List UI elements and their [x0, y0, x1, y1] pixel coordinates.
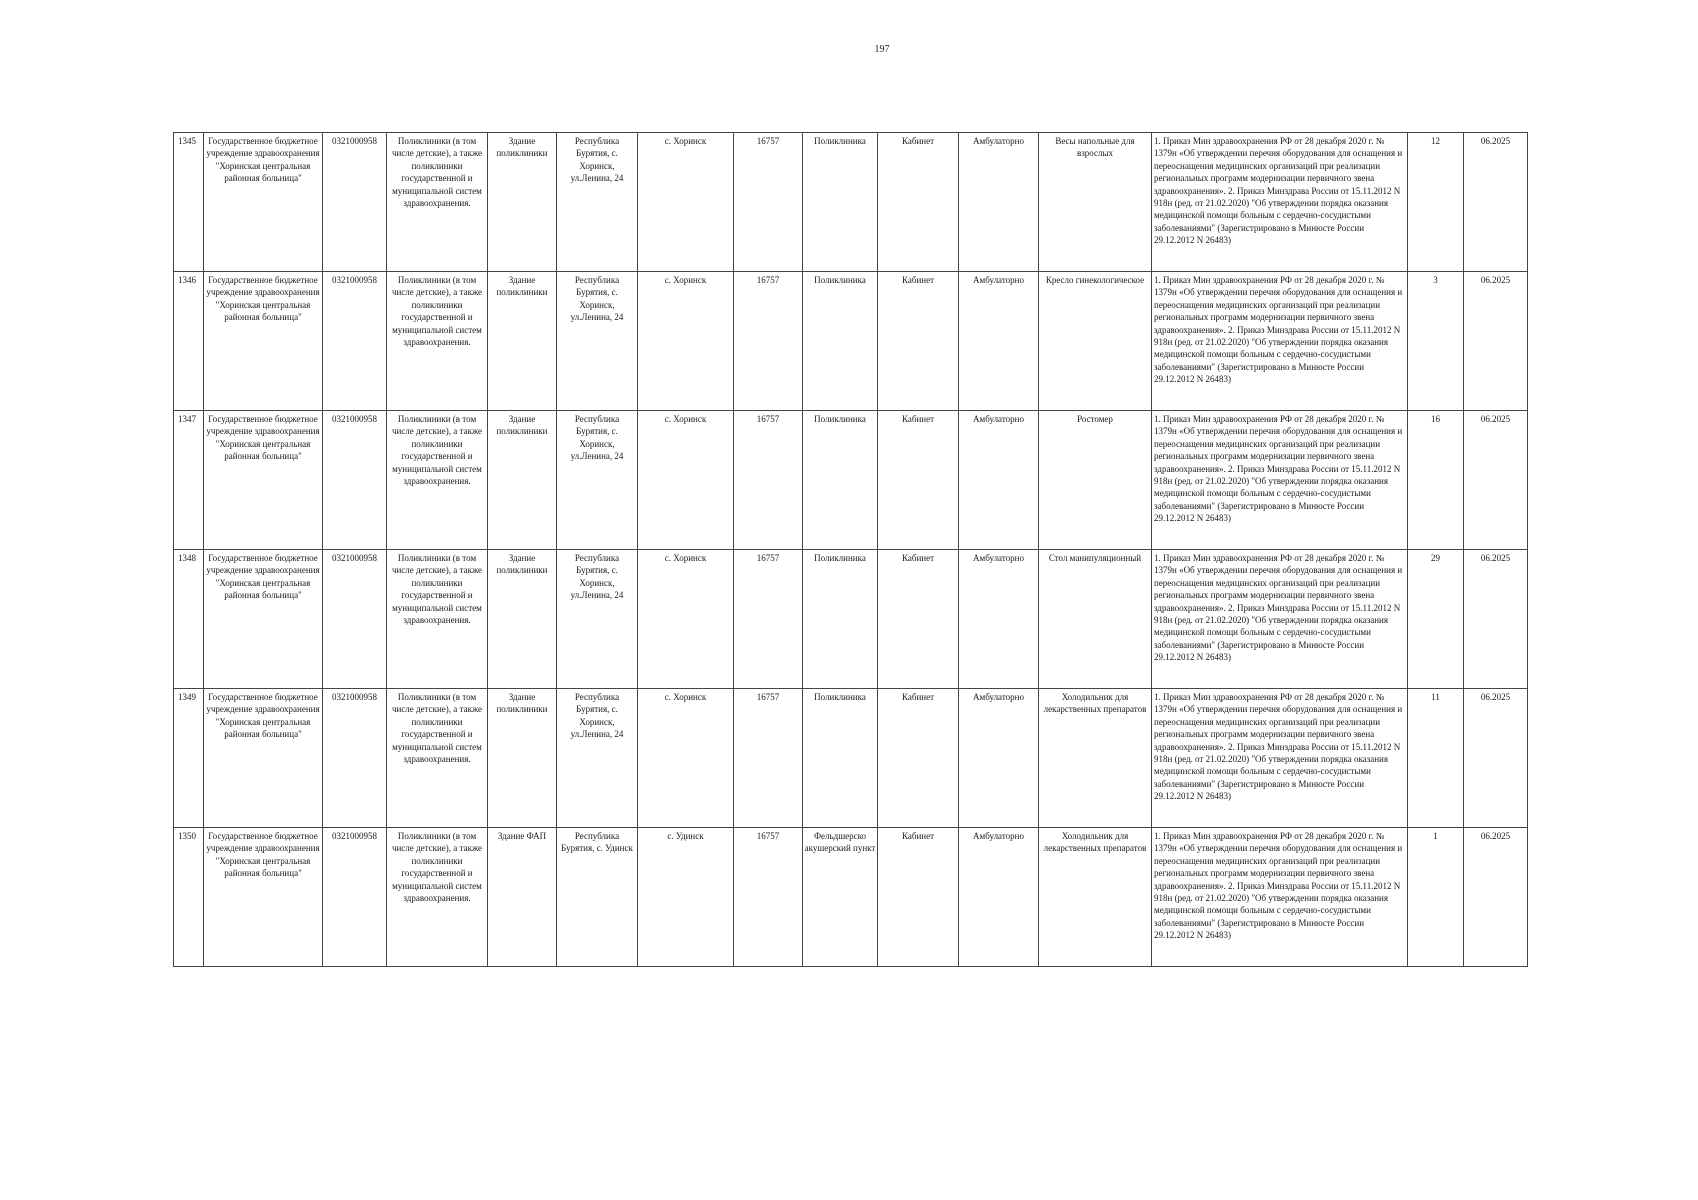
organization-name: Государственное бюджетное учреждение здравоохранения "Хоринская центральная районная больница" [204, 689, 323, 828]
locality: с. Хоринск [638, 272, 734, 411]
planned-date: 06.2025 [1464, 550, 1528, 689]
care-type: Амбулаторно [959, 133, 1039, 272]
address: Республика Бурятия, с. Хоринск, ул.Ленина, 24 [557, 133, 638, 272]
legal-basis: 1. Приказ Мин здравоохранения РФ от 28 декабря 2020 г. № 1379н «Об утверждении перечня оборудования для оснащения и переоснащения медицинских организаций при реализации региональных программ модернизации первичного звена здравоохранения». 2. Приказ Минздрава России от 15.11.2012 N 918н (ред. от 21.02.2020) "Об утверждении порядка оказания медицинской помощи больным с сердечно-сосудистыми заболеваниями" (Зарегистрировано в Минюсте России 29.12.2012 N 26483) [1152, 550, 1408, 689]
address: Республика Бурятия, с. Удинск [557, 828, 638, 967]
room-type: Кабинет [878, 133, 959, 272]
facility-profile: Поликлиники (в том числе детские), а также поликлиники государственной и муниципальной систем здравоохранения. [387, 411, 488, 550]
unit-name: Поликлиника [803, 411, 878, 550]
organization-code: 0321000958 [323, 272, 387, 411]
legal-basis: 1. Приказ Мин здравоохранения РФ от 28 декабря 2020 г. № 1379н «Об утверждении перечня оборудования для оснащения и переоснащения медицинских организаций при реализации региональных программ модернизации первичного звена здравоохранения». 2. Приказ Минздрава России от 15.11.2012 N 918н (ред. от 21.02.2020) "Об утверждении порядка оказания медицинской помощи больным с сердечно-сосудистыми заболеваниями" (Зарегистрировано в Минюсте России 29.12.2012 N 26483) [1152, 689, 1408, 828]
facility-profile: Поликлиники (в том числе детские), а также поликлиники государственной и муниципальной систем здравоохранения. [387, 828, 488, 967]
quantity: 11 [1408, 689, 1464, 828]
row-number: 1348 [174, 550, 204, 689]
locality: с. Хоринск [638, 411, 734, 550]
row-number: 1345 [174, 133, 204, 272]
room-type: Кабинет [878, 550, 959, 689]
locality: с. Хоринск [638, 550, 734, 689]
room-type: Кабинет [878, 411, 959, 550]
legal-basis: 1. Приказ Мин здравоохранения РФ от 28 декабря 2020 г. № 1379н «Об утверждении перечня оборудования для оснащения и переоснащения медицинских организаций при реализации региональных программ модернизации первичного звена здравоохранения». 2. Приказ Минздрава России от 15.11.2012 N 918н (ред. от 21.02.2020) "Об утверждении порядка оказания медицинской помощи больным с сердечно-сосудистыми заболеваниями" (Зарегистрировано в Минюсте России 29.12.2012 N 26483) [1152, 133, 1408, 272]
organization-name: Государственное бюджетное учреждение здравоохранения "Хоринская центральная районная больница" [204, 828, 323, 967]
legal-basis: 1. Приказ Мин здравоохранения РФ от 28 декабря 2020 г. № 1379н «Об утверждении перечня оборудования для оснащения и переоснащения медицинских организаций при реализации региональных программ модернизации первичного звена здравоохранения». 2. Приказ Минздрава России от 15.11.2012 N 918н (ред. от 21.02.2020) "Об утверждении порядка оказания медицинской помощи больным с сердечно-сосудистыми заболеваниями" (Зарегистрировано в Минюсте России 29.12.2012 N 26483) [1152, 272, 1408, 411]
table-row [174, 550, 1528, 689]
row-number: 1350 [174, 828, 204, 967]
row-number: 1349 [174, 689, 204, 828]
building-name: Здание поликлиники [488, 272, 557, 411]
room-type: Кабинет [878, 828, 959, 967]
quantity: 3 [1408, 272, 1464, 411]
organization-name: Государственное бюджетное учреждение здравоохранения "Хоринская центральная районная больница" [204, 411, 323, 550]
care-type: Амбулаторно [959, 828, 1039, 967]
equipment-name: Холодильник для лекарственных препаратов [1039, 689, 1152, 828]
postcode: 16757 [734, 828, 803, 967]
postcode: 16757 [734, 689, 803, 828]
table-row [174, 828, 1528, 967]
quantity: 29 [1408, 550, 1464, 689]
address: Республика Бурятия, с. Хоринск, ул.Ленина, 24 [557, 550, 638, 689]
equipment-name: Стол манипуляционный [1039, 550, 1152, 689]
organization-code: 0321000958 [323, 689, 387, 828]
care-type: Амбулаторно [959, 272, 1039, 411]
building-name: Здание поликлиники [488, 550, 557, 689]
legal-basis: 1. Приказ Мин здравоохранения РФ от 28 декабря 2020 г. № 1379н «Об утверждении перечня оборудования для оснащения и переоснащения медицинских организаций при реализации региональных программ модернизации первичного звена здравоохранения». 2. Приказ Минздрава России от 15.11.2012 N 918н (ред. от 21.02.2020) "Об утверждении порядка оказания медицинской помощи больным с сердечно-сосудистыми заболеваниями" (Зарегистрировано в Минюсте России 29.12.2012 N 26483) [1152, 828, 1408, 967]
facility-profile: Поликлиники (в том числе детские), а также поликлиники государственной и муниципальной систем здравоохранения. [387, 550, 488, 689]
room-type: Кабинет [878, 272, 959, 411]
postcode: 16757 [734, 133, 803, 272]
unit-name: Поликлиника [803, 272, 878, 411]
table-row [174, 272, 1528, 411]
equipment-name: Ростомер [1039, 411, 1152, 550]
address: Республика Бурятия, с. Хоринск, ул.Ленина, 24 [557, 411, 638, 550]
page-number: 197 [874, 44, 890, 55]
postcode: 16757 [734, 550, 803, 689]
equipment-name: Кресло гинекологическое [1039, 272, 1152, 411]
room-type: Кабинет [878, 689, 959, 828]
equipment-name: Холодильник для лекарственных препаратов [1039, 828, 1152, 967]
locality: с. Хоринск [638, 133, 734, 272]
table-row [174, 133, 1528, 272]
table-row [174, 689, 1528, 828]
building-name: Здание поликлиники [488, 411, 557, 550]
building-name: Здание ФАП [488, 828, 557, 967]
address: Республика Бурятия, с. Хоринск, ул.Ленина, 24 [557, 689, 638, 828]
quantity: 1 [1408, 828, 1464, 967]
address: Республика Бурятия, с. Хоринск, ул.Ленина, 24 [557, 272, 638, 411]
postcode: 16757 [734, 411, 803, 550]
care-type: Амбулаторно [959, 689, 1039, 828]
planned-date: 06.2025 [1464, 828, 1528, 967]
legal-basis: 1. Приказ Мин здравоохранения РФ от 28 декабря 2020 г. № 1379н «Об утверждении перечня оборудования для оснащения и переоснащения медицинских организаций при реализации региональных программ модернизации первичного звена здравоохранения». 2. Приказ Минздрава России от 15.11.2012 N 918н (ред. от 21.02.2020) "Об утверждении порядка оказания медицинской помощи больным с сердечно-сосудистыми заболеваниями" (Зарегистрировано в Минюсте России 29.12.2012 N 26483) [1152, 411, 1408, 550]
planned-date: 06.2025 [1464, 411, 1528, 550]
row-number: 1347 [174, 411, 204, 550]
table-body [174, 133, 1528, 967]
planned-date: 06.2025 [1464, 133, 1528, 272]
row-number: 1346 [174, 272, 204, 411]
quantity: 12 [1408, 133, 1464, 272]
organization-code: 0321000958 [323, 411, 387, 550]
building-name: Здание поликлиники [488, 133, 557, 272]
postcode: 16757 [734, 272, 803, 411]
planned-date: 06.2025 [1464, 689, 1528, 828]
organization-name: Государственное бюджетное учреждение здравоохранения "Хоринская центральная районная больница" [204, 550, 323, 689]
building-name: Здание поликлиники [488, 689, 557, 828]
locality: с. Хоринск [638, 689, 734, 828]
organization-code: 0321000958 [323, 133, 387, 272]
organization-name: Государственное бюджетное учреждение здравоохранения "Хоринская центральная районная больница" [204, 272, 323, 411]
unit-name: Фельдшерско акушерский пункт [803, 828, 878, 967]
table-row [174, 411, 1528, 550]
organization-code: 0321000958 [323, 828, 387, 967]
care-type: Амбулаторно [959, 550, 1039, 689]
unit-name: Поликлиника [803, 689, 878, 828]
care-type: Амбулаторно [959, 411, 1039, 550]
locality: с. Удинск [638, 828, 734, 967]
organization-name: Государственное бюджетное учреждение здравоохранения "Хоринская центральная районная больница" [204, 133, 323, 272]
facility-profile: Поликлиники (в том числе детские), а также поликлиники государственной и муниципальной систем здравоохранения. [387, 272, 488, 411]
facility-profile: Поликлиники (в том числе детские), а также поликлиники государственной и муниципальной систем здравоохранения. [387, 689, 488, 828]
planned-date: 06.2025 [1464, 272, 1528, 411]
unit-name: Поликлиника [803, 550, 878, 689]
unit-name: Поликлиника [803, 133, 878, 272]
equipment-name: Весы напольные для взрослых [1039, 133, 1152, 272]
quantity: 16 [1408, 411, 1464, 550]
facility-profile: Поликлиники (в том числе детские), а также поликлиники государственной и муниципальной систем здравоохранения. [387, 133, 488, 272]
equipment-table [173, 132, 1528, 967]
organization-code: 0321000958 [323, 550, 387, 689]
